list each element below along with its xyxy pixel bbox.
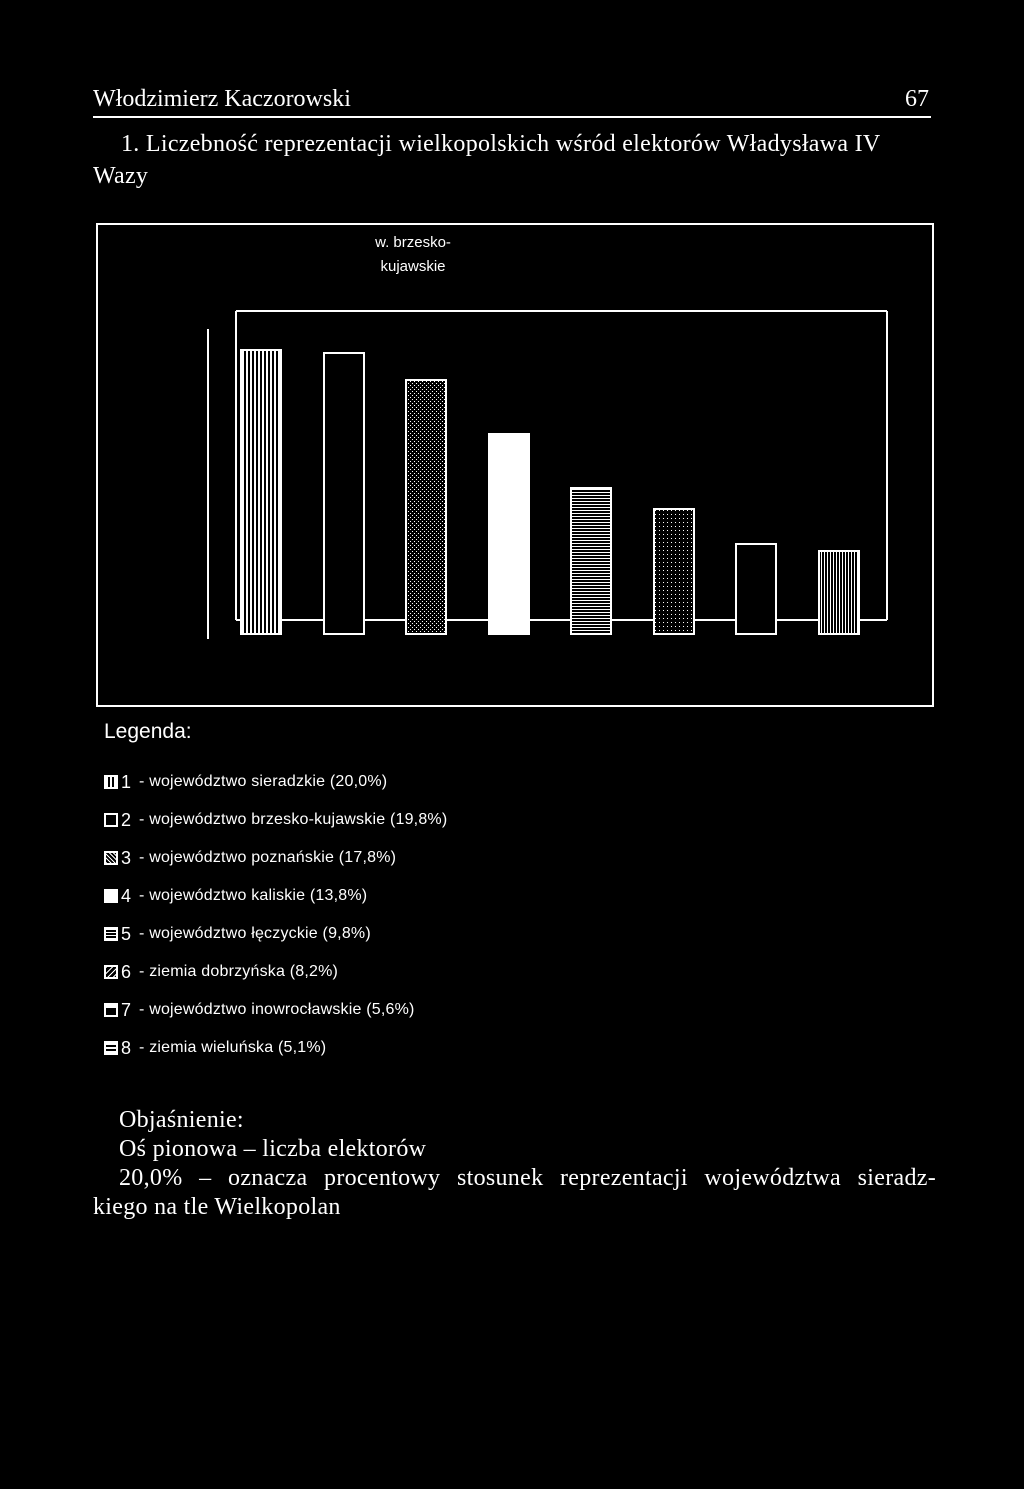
legend-title: Legenda: [104, 720, 192, 743]
legend-swatch-icon [104, 1041, 118, 1055]
legend-swatch-icon [104, 1003, 118, 1017]
legend-item [104, 839, 447, 877]
legend-swatch-icon [104, 965, 118, 979]
legend-number: 1 [121, 771, 132, 792]
bar-7 [736, 544, 776, 634]
legend [104, 763, 447, 1067]
legend-label: - województwo inowrocławskie (5,6%) [139, 1001, 415, 1018]
legend-swatch-icon [104, 813, 118, 827]
legend-label: - ziemia dobrzyńska (8,2%) [139, 963, 339, 980]
legend-number: 3 [121, 847, 132, 868]
legend-item [104, 1029, 447, 1067]
top-label-line2: kujawskie [380, 258, 446, 275]
legend-label: - województwo brzesko-kujawskie (19,8%) [139, 811, 448, 828]
explanation-title: Objaśnienie: [119, 1107, 244, 1133]
legend-label: - województwo sieradzkie (20,0%) [139, 773, 388, 790]
legend-item [104, 877, 447, 915]
figure-frame [96, 223, 934, 1058]
legend-swatch-icon [104, 927, 118, 941]
bars-group [236, 350, 887, 634]
bar-6 [654, 509, 694, 634]
legend-swatch-icon [104, 889, 118, 903]
legend-number: 4 [121, 885, 132, 906]
bar-1 [241, 350, 281, 634]
header-author: Włodzimierz Kaczorowski [93, 86, 351, 112]
legend-label: - województwo łęczyckie (9,8%) [139, 925, 371, 942]
legend-item [104, 763, 447, 801]
legend-item [104, 915, 447, 953]
legend-label: - ziemia wieluńska (5,1%) [139, 1039, 327, 1056]
legend-number: 7 [121, 999, 132, 1020]
explanation-line-percent-cont: kiego na tle Wielkopolan [93, 1194, 341, 1220]
page-number: 67 [905, 86, 929, 112]
bar-3 [406, 380, 446, 634]
running-header [93, 82, 931, 118]
bar-2 [324, 353, 364, 634]
legend-swatch-icon [104, 775, 118, 789]
legend-number: 2 [121, 809, 132, 830]
bar-chart [98, 225, 932, 705]
legend-number: 6 [121, 961, 132, 982]
legend-item [104, 801, 447, 839]
bar-4 [489, 434, 529, 634]
explanation [93, 1106, 938, 1222]
legend-number: 8 [121, 1037, 132, 1058]
figure-caption: 1. Liczebność reprezentacji wielkopolskich wśród elektorów Władysława IV Wazy [93, 131, 881, 189]
legend-item [104, 953, 447, 991]
bar-5 [571, 488, 611, 634]
legend-item [104, 991, 447, 1029]
legend-label: - województwo poznańskie (17,8%) [139, 849, 397, 866]
legend-swatch-icon [104, 851, 118, 865]
explanation-line-axis: Oś pionowa – liczba elektorów [119, 1136, 427, 1162]
legend-label: - województwo kaliskie (13,8%) [139, 887, 368, 904]
top-label-line1: w. brzesko- [375, 234, 451, 251]
bar-8 [819, 551, 859, 634]
legend-number: 5 [121, 923, 132, 944]
explanation-line-percent: 20,0% – oznacza procentowy stosunek reprezentacji województwa sieradz- [119, 1165, 936, 1191]
